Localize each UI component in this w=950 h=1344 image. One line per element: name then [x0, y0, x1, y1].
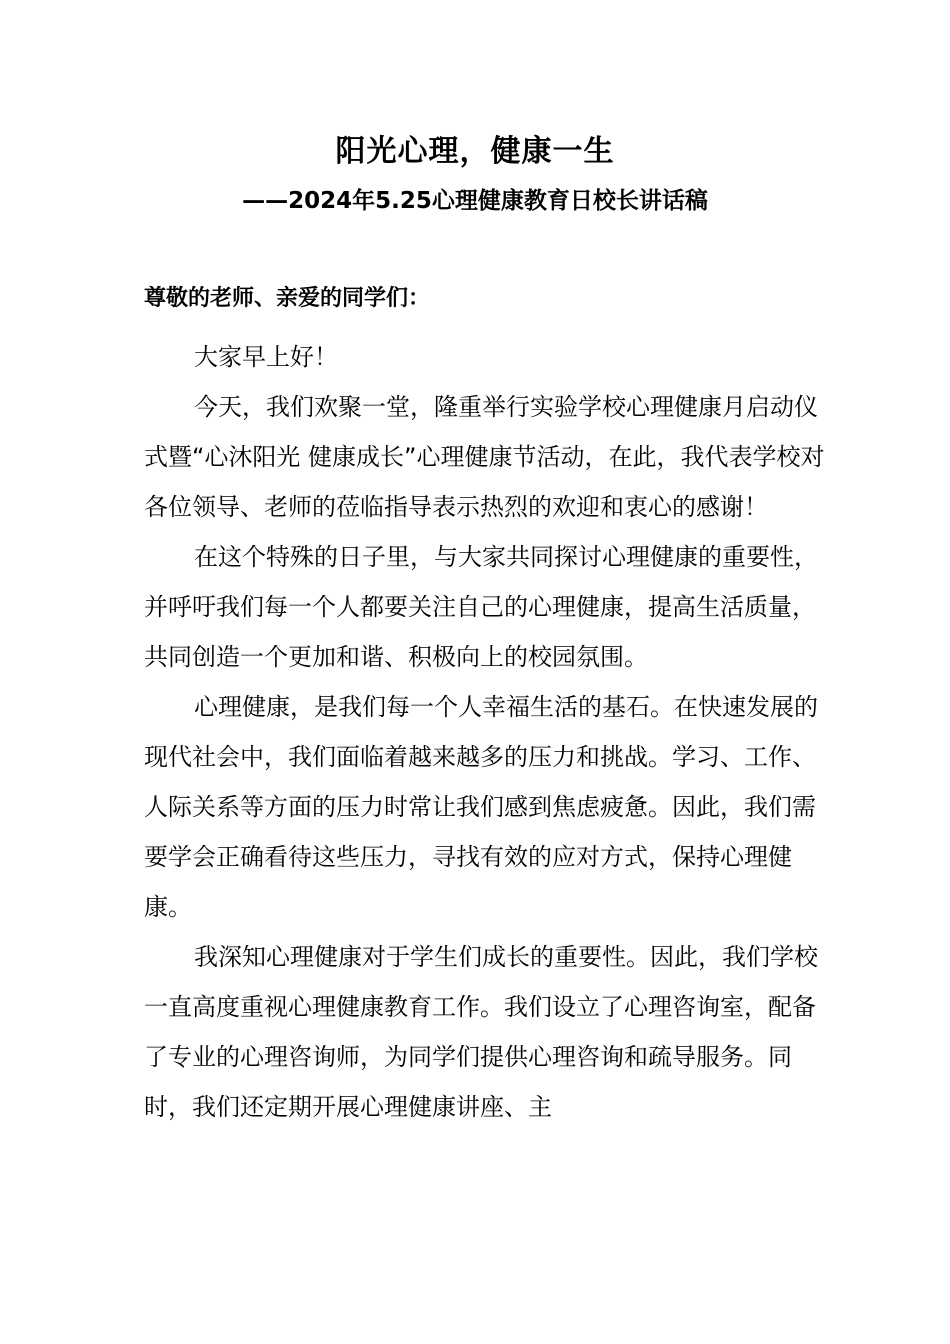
paragraph-opening: 今天，我们欢聚一堂，隆重举行实验学校心理健康月启动仪式暨“心沐阳光 健康成长”心理健康节活动，在此，我代表学校对各位领导、老师的莅临指导表示热烈的欢迎和衷心的感谢！	[144, 393, 825, 521]
paragraph-importance: 在这个特殊的日子里，与大家共同探讨心理健康的重要性，并呼吁我们每一个人都要关注自己的心理健康，提高生活质量，共同创造一个更加和谐、积极向上的校园氛围。	[144, 543, 818, 671]
speech-body	[144, 332, 832, 1132]
salutation: 尊敬的老师、亲爱的同学们：	[144, 286, 431, 311]
paragraph-school-efforts: 我深知心理健康对于学生们成长的重要性。因此，我们学校一直高度重视心理健康教育工作。我们设立了心理咨询室，配备了专业的心理咨询师，为同学们提供心理咨询和疏导服务。同时，我们还定期开展心理健康讲座、主	[144, 943, 818, 1121]
paragraph-greeting: 大家早上好！	[194, 343, 338, 371]
document-title: 阳光心理，健康一生	[335, 134, 615, 169]
document-subtitle: ——2024年5.25心理健康教育日校长讲话稿	[242, 188, 708, 214]
paragraph-foundation: 心理健康，是我们每一个人幸福生活的基石。在快速发展的现代社会中，我们面临着越来越多的压力和挑战。学习、工作、人际关系等方面的压力时常让我们感到焦虑疲惫。因此，我们需要学会正确看待这些压力，寻找有效的应对方式，保持心理健康。	[144, 693, 818, 921]
